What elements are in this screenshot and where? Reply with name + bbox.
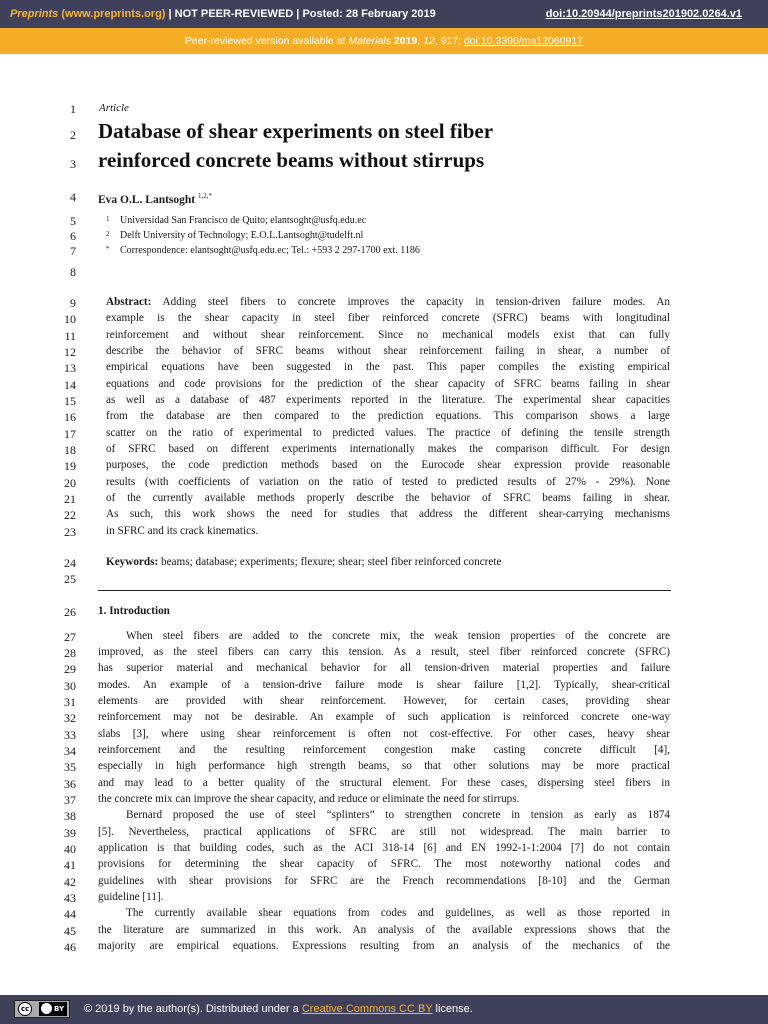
line-number: 3 bbox=[70, 157, 76, 171]
cc-by-license-badge[interactable] bbox=[14, 1000, 70, 1018]
line-number: 19 bbox=[64, 459, 76, 473]
affiliation-mark: 2 bbox=[106, 230, 110, 238]
line-number: 5 bbox=[70, 214, 76, 228]
header-left bbox=[10, 0, 436, 28]
correspondence bbox=[106, 245, 420, 256]
body-line: the concrete mix can improve the shear capacity, and reduce or eliminate the need for stirrups. bbox=[98, 793, 520, 805]
abstract-line: As such, this work shows the need for studies that address the different shear-carrying mechanisms bbox=[106, 508, 670, 520]
body-line: reinforcement may not be desirable. An example of such application is reinforced concrete one-way bbox=[98, 711, 670, 723]
affiliation-text: Delft University of Technology; E.O.L.Lantsoght@tudelft.nl bbox=[120, 230, 364, 241]
line-number: 4 bbox=[70, 190, 76, 204]
author-affiliation-marks: 1,2,* bbox=[198, 192, 213, 200]
body-line: provisions for determining the shear capacity of SFRC. The most noteworthy national codes and bbox=[98, 858, 670, 870]
line-number: 45 bbox=[64, 924, 76, 938]
affiliation-mark: * bbox=[106, 245, 110, 253]
line-number: 7 bbox=[70, 244, 76, 258]
line-number: 27 bbox=[64, 630, 76, 644]
correspondence-text: Correspondence: elantsoght@usfq.edu.ec; Tel.: +593 2 297-1700 ext. 1186 bbox=[120, 245, 420, 256]
paper-title-line: Database of shear experiments on steel fiber bbox=[98, 119, 494, 143]
line-number: 31 bbox=[64, 695, 76, 709]
abstract-line: of the currently available methods properly describe the behavior of SFRC beams failing in shear. bbox=[106, 492, 670, 504]
body-line: especially in high performance high strength beams, so that other solutions may be more practical bbox=[98, 760, 670, 772]
keywords-text: beams; database; experiments; flexure; shear; steel fiber reinforced concrete bbox=[161, 556, 502, 568]
license-footer-bar bbox=[0, 995, 768, 1024]
abstract-line: of SFRC based on different experiments internationally makes the comparison difficult. For design bbox=[106, 443, 670, 455]
affiliation bbox=[106, 230, 363, 241]
abstract-line: purposes, the code prediction methods based on the Eurocode shear expression provide reasonable bbox=[106, 459, 670, 471]
body-line: When steel fibers are added to the concrete mix, the weak tension properties of the concrete are bbox=[126, 630, 670, 642]
line-number: 24 bbox=[64, 556, 76, 570]
line-number: 41 bbox=[64, 858, 76, 872]
line-number: 16 bbox=[64, 410, 76, 424]
license-statement bbox=[84, 995, 473, 1024]
body-line: The currently available shear equations from codes and guidelines, as well as those reported in bbox=[126, 907, 670, 919]
by-label: BY bbox=[54, 1005, 65, 1013]
journal-name: Materials bbox=[348, 35, 391, 47]
line-number: 2 bbox=[70, 128, 76, 142]
affiliation-text: Universidad San Francisco de Quito; elantsoght@usfq.edu.ec bbox=[120, 215, 367, 226]
line-number: 36 bbox=[64, 777, 76, 791]
by-attribution-icon bbox=[39, 1002, 67, 1016]
banner-prefix: Peer-reviewed version available at bbox=[184, 35, 346, 47]
cc-icon: cc bbox=[18, 1002, 32, 1016]
line-number: 12 bbox=[64, 345, 76, 359]
line-number: 20 bbox=[64, 476, 76, 490]
line-number: 35 bbox=[64, 760, 76, 774]
preprint-doi-link[interactable]: doi:10.20944/preprints201902.0264.v1 bbox=[545, 8, 742, 20]
line-number: 42 bbox=[64, 875, 76, 889]
article-type: Article bbox=[99, 102, 129, 114]
abstract-line: reinforcement and without shear reinforcement. Since no mechanical models exist that can fully bbox=[106, 329, 670, 341]
body-line: has superior material and mechanical behavior for all tension-driven material properties and failure bbox=[98, 662, 670, 674]
abstract-line: as well as a database of 487 experiments reported in the literature. The experimental shear capacities bbox=[106, 394, 670, 406]
journal-year: 2019 bbox=[393, 35, 418, 47]
body-line: majority are empirical equations. Expressions resulting from an analysis of the mechanics of the bbox=[98, 940, 670, 952]
body-line: and may lead to a better quality of the structural element. For these cases, dispersing steel fibers in bbox=[98, 777, 670, 789]
keywords bbox=[106, 556, 670, 568]
line-number: 11 bbox=[64, 329, 76, 343]
abstract-label: Abstract: bbox=[106, 296, 152, 308]
line-number: 38 bbox=[64, 809, 76, 823]
peer-reviewed-version-banner: Peer-reviewed version available at Materials 2019, 12, 917; doi:10.3390/ma12060917 bbox=[0, 28, 768, 54]
line-number: 13 bbox=[64, 361, 76, 375]
body-line: [5]. Nevertheless, practical applications of SFRC are still not widespread. The main barrier to bbox=[98, 826, 670, 838]
journal-pages: , 917; bbox=[434, 35, 462, 47]
line-number: 29 bbox=[64, 662, 76, 676]
line-number: 37 bbox=[64, 793, 76, 807]
section-divider bbox=[98, 590, 671, 591]
line-number: 23 bbox=[64, 525, 76, 539]
peer-review-status: NOT PEER-REVIEWED bbox=[174, 8, 294, 20]
header-separator: | bbox=[168, 8, 172, 20]
line-number: 18 bbox=[64, 443, 76, 457]
body-line: Bernard proposed the use of steel “splinters” to strengthen concrete in tension as early as 1874 bbox=[126, 809, 670, 821]
creative-commons-link[interactable]: Creative Commons CC BY bbox=[301, 1003, 433, 1015]
license-suffix: license. bbox=[435, 1003, 473, 1015]
body-line: elements are provided with shear reinforcement. However, for certain cases, providing shear bbox=[98, 695, 670, 707]
body-line: modes. An example of a tension-drive failure mode is shear failure [1,2]. Typically, shear-critical bbox=[98, 679, 670, 691]
body-line: guideline [11]. bbox=[98, 891, 164, 903]
line-number: 44 bbox=[64, 907, 76, 921]
abstract-line: example is the shear capacity in steel fiber reinforced concrete (SFRC) beams with longitudinal bbox=[106, 312, 670, 324]
abstract-line: in SFRC and its crack kinematics. bbox=[106, 525, 259, 537]
abstract-line: scatter on the ratio of experimental to predicted values. The practice of defining the tensile strength bbox=[106, 427, 670, 439]
line-number: 25 bbox=[64, 572, 76, 586]
line-number: 22 bbox=[64, 508, 76, 522]
abstract-line: empirical equations have been suggested in the past. This paper compiles the existing empirical bbox=[106, 361, 670, 373]
body-line: the literature are summarized in this work. An analysis of the available expressions shows that the bbox=[98, 924, 670, 936]
line-number: 43 bbox=[64, 891, 76, 905]
line-number: 15 bbox=[64, 394, 76, 408]
body-line: improved, as the steel fibers can carry this tension. As a result, steel fiber reinforced concrete (SFRC) bbox=[98, 646, 670, 658]
section-heading: 1. Introduction bbox=[98, 605, 170, 617]
journal-volume: 12 bbox=[423, 35, 435, 47]
line-number: 21 bbox=[64, 492, 76, 506]
line-number: 17 bbox=[64, 427, 76, 441]
header-separator: | bbox=[296, 8, 300, 20]
author-name-text: Eva O.L. Lantsoght bbox=[98, 193, 196, 206]
line-number: 28 bbox=[64, 646, 76, 660]
line-number: 14 bbox=[64, 378, 76, 392]
line-number: 32 bbox=[64, 711, 76, 725]
preprint-header-bar bbox=[0, 0, 768, 28]
posted-date: Posted: 28 February 2019 bbox=[302, 8, 436, 20]
author-name bbox=[98, 192, 212, 206]
body-line: guidelines with shear provisions for SFRC are the French recommendations [8-10] and the German bbox=[98, 875, 670, 887]
body-line: slabs [3], where using shear reinforcement is often not cost-effective. For other cases, heavy shear bbox=[98, 728, 670, 740]
line-number: 26 bbox=[64, 605, 76, 619]
preprints-url-link[interactable]: (www.preprints.org) bbox=[61, 8, 166, 20]
line-number: 39 bbox=[64, 826, 76, 840]
line-number: 8 bbox=[70, 265, 76, 279]
abstract-line: equations and code provisions for the prediction of the shear capacity of SFRC beams failing in shear bbox=[106, 378, 670, 390]
line-number: 46 bbox=[64, 940, 76, 954]
line-number: 30 bbox=[64, 679, 76, 693]
preprints-brand-link[interactable]: Preprints bbox=[10, 8, 59, 20]
line-number: 34 bbox=[64, 744, 76, 758]
line-number: 1 bbox=[70, 102, 76, 116]
line-number: 33 bbox=[64, 728, 76, 742]
body-line: reinforcement and the resulting reinforcement congestion make casting concrete difficult [4], bbox=[98, 744, 670, 756]
body-line: application is that building codes, such as the ACI 318-14 [6] and EN 1992-1-1:2004 [7] do not contain bbox=[98, 842, 670, 854]
line-number: 10 bbox=[64, 312, 76, 326]
affiliation bbox=[106, 215, 366, 226]
abstract-line bbox=[106, 296, 670, 308]
affiliation-mark: 1 bbox=[106, 215, 110, 223]
abstract-line: results (with coefficients of variation on the ratio of tested to predicted results of 27% - 29%). None bbox=[106, 476, 670, 488]
copyright-text: © 2019 by the author(s). Distributed under a bbox=[84, 1003, 299, 1015]
paper-title-line: reinforced concrete beams without stirrups bbox=[98, 148, 485, 172]
line-number: 9 bbox=[70, 296, 76, 310]
keywords-label: Keywords: bbox=[106, 556, 159, 568]
abstract-line: describe the behavior of SFRC beams without shear reinforcement failing in shear, a number of bbox=[106, 345, 670, 357]
abstract-line-text: Adding steel fibers to concrete improves the capacity in tension-driven failure modes. An bbox=[162, 296, 670, 308]
published-doi-link[interactable]: doi:10.3390/ma12060917 bbox=[463, 35, 584, 47]
line-number: 40 bbox=[64, 842, 76, 856]
person-icon bbox=[41, 1003, 52, 1014]
line-number: 6 bbox=[70, 229, 76, 243]
abstract-line: from the database are then compared to the prediction equations. This comparison shows a large bbox=[106, 410, 670, 422]
